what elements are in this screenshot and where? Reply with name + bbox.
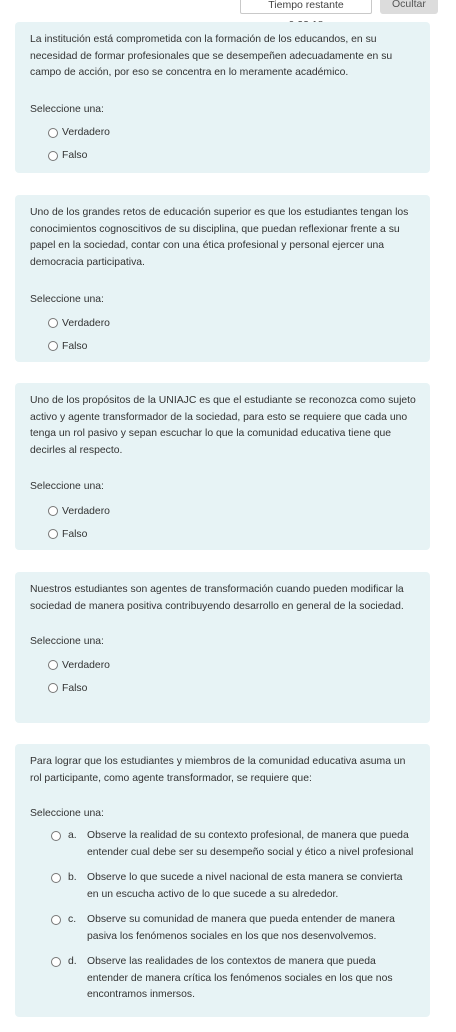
- option-b[interactable]: [30, 870, 416, 903]
- option-label: Falso: [62, 150, 88, 161]
- radio-button[interactable]: [51, 831, 61, 841]
- option-label: Verdadero: [62, 127, 110, 138]
- question-card: [15, 22, 430, 173]
- question-card: [15, 572, 430, 723]
- question-card: [15, 195, 430, 362]
- question-card: [15, 383, 430, 550]
- select-one-prompt: Seleccione una:: [30, 636, 104, 647]
- radio-button[interactable]: [51, 873, 61, 883]
- option-label: Verdadero: [62, 659, 110, 671]
- option-falso[interactable]: [30, 338, 416, 354]
- option-a[interactable]: [30, 828, 416, 861]
- option-label: Observe lo que sucede a nivel nacional de esta manera se convierta en un escucha activo de lo que sucede a su alrededor.: [87, 872, 403, 900]
- option-label: Verdadero: [62, 317, 110, 329]
- question-text: Uno de los grandes retos de educación superior es que los estudiantes tengan los conocimientos cognoscitivos de su disciplina, que puedan reflexionar frente a su papel en la sociedad, contar con una ética profesional y personal ejercer una democracia participativa.: [30, 207, 409, 268]
- radio-button[interactable]: [48, 128, 58, 138]
- option-label: Falso: [62, 682, 88, 694]
- select-one-prompt: Seleccione una:: [30, 294, 104, 305]
- option-label: Observe las realidades de los contextos de manera que pueda entender de manera crítica los fenómenos sociales en los que nos encontramos inmersos.: [87, 956, 393, 1000]
- hide-timer-button[interactable]: Ocultar: [380, 0, 438, 14]
- time-remaining: Tiempo restante: [240, 0, 372, 14]
- select-one-prompt: Seleccione una:: [30, 481, 104, 492]
- option-label: Observe la realidad de su contexto profesional, de manera que pueda entender cual debe ser su desempeño social y ético a nivel profesional: [87, 830, 414, 858]
- question-text: Uno de los propósitos de la UNIAJC es que el estudiante se reconozca como sujeto activo y agente transformador de la sociedad, para esto se requiere que cada uno tenga un rol pasivo y sepan escuchar lo que la comunidad educativa tiene que decirles al respecto.: [30, 395, 416, 456]
- radio-button[interactable]: [48, 341, 58, 351]
- radio-button[interactable]: [48, 683, 58, 693]
- option-verdadero[interactable]: [30, 125, 416, 141]
- option-letter: c.: [68, 914, 77, 925]
- radio-button[interactable]: [48, 318, 58, 328]
- question-text: Nuestros estudiantes son agentes de transformación cuando pueden modificar la sociedad de manera positiva contribuyendo desarrollo en general de la sociedad.: [30, 584, 404, 612]
- option-letter: a.: [68, 830, 77, 841]
- option-verdadero[interactable]: [30, 657, 416, 673]
- option-d[interactable]: [30, 954, 416, 1004]
- option-letter: d.: [68, 956, 77, 967]
- option-verdadero[interactable]: [30, 315, 416, 331]
- radio-button[interactable]: [48, 660, 58, 670]
- option-label: Verdadero: [62, 505, 110, 517]
- option-falso[interactable]: [30, 680, 416, 696]
- select-one-prompt: Seleccione una:: [30, 103, 104, 115]
- option-falso[interactable]: [30, 526, 416, 542]
- option-label: Falso: [62, 340, 88, 352]
- option-c[interactable]: [30, 912, 416, 945]
- option-verdadero[interactable]: [30, 503, 416, 519]
- option-falso[interactable]: [30, 148, 416, 164]
- radio-button[interactable]: [48, 506, 58, 516]
- question-text: La institución está comprometida con la formación de los educandos, en su necesidad de formar profesionales que se desempeñen adecuadamente en su campo de acción, por eso se concentra en lo meramente académico.: [30, 34, 393, 78]
- radio-button[interactable]: [51, 915, 61, 925]
- radio-button[interactable]: [48, 151, 58, 161]
- option-label: Observe su comunidad de manera que pueda entender de manera pasiva los fenómenos sociales en los que nos desenvolvemos.: [87, 914, 395, 942]
- question-text: Para lograr que los estudiantes y miembros de la comunidad educativa asuma un rol participante, como agente transformador, se requiere que:: [30, 756, 406, 784]
- option-label: Falso: [62, 528, 88, 540]
- question-card: [15, 744, 430, 1017]
- radio-button[interactable]: [48, 529, 58, 539]
- quiz-timer-bar: [240, 0, 438, 14]
- option-letter: b.: [68, 872, 77, 883]
- radio-button[interactable]: [51, 957, 61, 967]
- select-one-prompt: Seleccione una:: [30, 808, 104, 819]
